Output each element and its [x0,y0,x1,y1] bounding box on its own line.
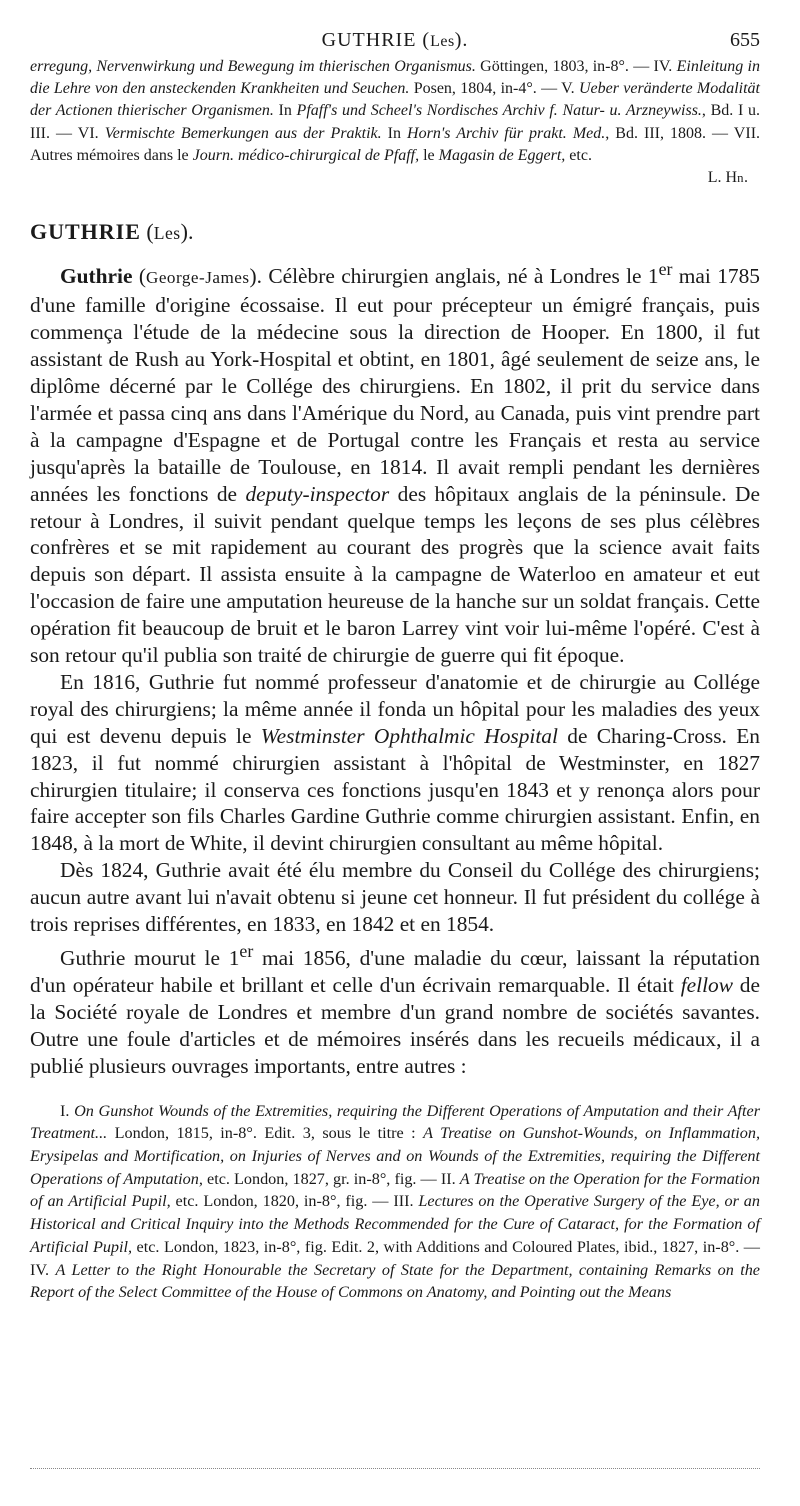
entry-name: Guthrie [60,264,133,289]
intro-text-14: le [419,146,439,164]
running-title-smallcaps: Les [430,33,455,50]
signature-text: L. H [707,169,738,187]
intro-title-15: Magasin de Eggert, [438,146,566,164]
p1-open: ( [132,264,146,289]
paragraph-4 [30,938,760,1080]
section-heading-smallcaps: Les [153,223,181,244]
p4-superscript: er [239,941,254,961]
page [30,0,760,1304]
p2-italic: Westminster Ophthalmic Hospital [260,723,558,748]
p1-text-b: mai 1785 d'une famille d'origine écossaise. Il eut pour précepteur un émigré français, puis commença l'étude de la médecine sous la direction de Hooper. En 1800, il fut assistant de Rush au York-Hospital et obtint, en 1801, âgé seulement de seize ans, le diplôme décerné par le Collége des chirurgiens. En 1802, il prit du service dans l'armée et passa cinq ans dans l'Amérique du Nord, au Canada, puis vint prendre part à la campagne d'Espagne et de Portugal contre les Français et resta au service jusqu'après la bataille de Toulouse, en 1814. Il avait rempli pendant les dernières années les fonctions de [30,264,760,506]
intro-text-16: etc. [565,146,592,164]
previous-article-tail [30,56,760,189]
bib-title-8: Lectures on the Operative Surgery of the Eye, or an Historical and Critical Inquiry into the Methods Recommended for the Cure of Cataract, for the Formation of Artificial Pupil, [30,1192,760,1256]
running-title-text: GUTHRIE ( [321,29,431,51]
signature-smallcaps: n [737,171,744,186]
signature-end: . [744,169,748,187]
section-heading-bold: GUTHRIE [30,219,141,245]
bottom-rule [30,1468,760,1470]
bib-title-4: A Treatise on Gunshot-Wounds, on Inflammation, Erysipelas and Mortification, on Injuries of Nerves and on Wounds of the Extremities, requiring the Different Operations of Amputation, [30,1124,760,1188]
entry-given-names: George-James [145,268,250,288]
bib-title-2: On Gunshot Wounds of the Extremities, requiring the Different Operations of Amputation and their After Treatment... [30,1101,761,1143]
intro-text-8: , Bd. I u. III. — VI. [30,102,760,142]
intro-title-7: Pfaff's und Scheel's Nordisches Archiv f. Natur- u. Arzneywiss. [296,102,702,120]
bibliography [30,1100,760,1304]
running-title [30,28,760,54]
p4-italic: fellow [680,973,733,998]
intro-title-1: erregung, Nervenwirkung und Bewegung im thierischen Organismus. [30,58,476,75]
paragraph-1 [30,256,760,669]
p1-superscript: er [658,259,673,280]
intro-text-6: In [273,102,297,120]
running-header [30,0,760,56]
bib-text-5: etc. London, 1827, gr. in-8°, fig. — II. [202,1169,460,1188]
page-number: 655 [730,29,760,51]
author-signature [30,167,760,189]
intro-title-13: Journ. médico-chirurgical de Pfaff, [192,146,420,164]
p4-text-b: mai 1856, d'une maladie du cœur, laissant la réputation d'un opérateur habile et brillant et celle d'un écrivain remarquable. Il était [30,946,760,998]
p2-text-a: En 1816, Guthrie fut nommé professeur d'anatomie et de chirurgie au Collége royal des chirurgiens; la même année il fonda un hôpital pour les maladies des yeux qui est devenu depuis le [30,669,760,748]
p1-italic: deputy-inspector [245,481,390,506]
intro-title-9: Vermischte Bemerkungen aus der Praktik. [104,124,382,142]
section-heading-rest: ( [140,219,154,245]
intro-title-3: Einleitung in die Lehre von den ansteckenden Krankheiten und Seuchen. [30,58,761,98]
paragraph-2 [30,669,760,857]
intro-text-2: Göttingen, 1803, in-8°. — IV. [475,58,677,75]
intro-text-10: In [381,124,408,142]
p4-text-a: Guthrie mourut le 1 [60,946,240,971]
bib-title-6: A Treatise on the Operation for the Formation of an Artificial Pupil, [30,1169,760,1211]
section-heading-end: ). [180,219,194,245]
bib-text-3: London, 1815, in-8°. Edit. 3, sous le titre : [107,1124,424,1143]
running-title-end: ). [454,29,469,51]
bib-text-9: etc. London, 1823, in-8°, fig. Edit. 2, with Additions and Coloured Plates, ibid., 1827, in-8°. — IV. [30,1237,760,1279]
p2-text-b: de Charing-Cross. En 1823, il fut nommé chirurgien assistant à l'hôpital de Westminster, en 1827 chirurgien titulaire; il conserva ces fonctions jusqu'en 1843 et y renonça alors pour faire accepter son fils Charles Gardine Guthrie comme chirurgien assistant. Enfin, en 1848, à la mort de White, il devint chirurgien consultant au même hôpital. [30,723,760,856]
section-heading [30,217,760,248]
article-body [30,256,760,1079]
intro-text-12: , Bd. III, 1808. — VII. Autres mémoires dans le [30,124,761,164]
p4-text-c: de la Société royale de Londres et membre d'un grand nombre de sociétés savantes. Outre une foule d'articles et de mémoires insérés dans les recueils médicaux, il a publié plusieurs ouvrages importants, entre autres : [30,973,760,1078]
bib-title-10: A Letter to the Right Honourable the Secretary of State for the Department, containing Remarks on the Report of the Select Committee of the House of Commons on Anatomy, and Pointing out the Means [30,1260,760,1302]
intro-title-11: Horn's Archiv für prakt. Med. [407,124,606,142]
p1-text-c: des hôpitaux anglais de la péninsule. De retour à Londres, il suivit pendant quelque temps les leçons de ses plus célèbres confrères et se mit rapidement au courant des progrès que la science avait faits depuis son départ. Il assista ensuite à la campagne de Waterloo en amateur et eut l'occasion de faire une amputation heureuse de la hanche sur un soldat français. Cette opération fit beaucoup de bruit et le baron Larrey vint voir lui-même l'opéré. C'est à son retour qu'il publia son traité de chirurgie de guerre qui fit époque. [30,481,761,668]
p1-text-a: ). Célèbre chirurgien anglais, né à Londres le 1 [249,264,659,289]
paragraph-3: Dès 1824, Guthrie avait été élu membre du Conseil du Collége des chirurgiens; aucun autre avant lui n'avait obtenu si jeune cet honneur. Il fut président du collége à trois reprises différentes, en 1833, en 1842 et en 1854. [30,858,760,937]
intro-title-5: Ueber veränderte Modalität der Actionen thierischer Organismen. [30,80,760,120]
bib-text-1: I. [60,1101,75,1120]
bib-text-7: etc. London, 1820, in-8°, fig. — III. [170,1192,419,1211]
intro-text-4: Posen, 1804, in-4°. — V. [409,80,579,98]
bibliography-paragraph [30,1100,760,1304]
